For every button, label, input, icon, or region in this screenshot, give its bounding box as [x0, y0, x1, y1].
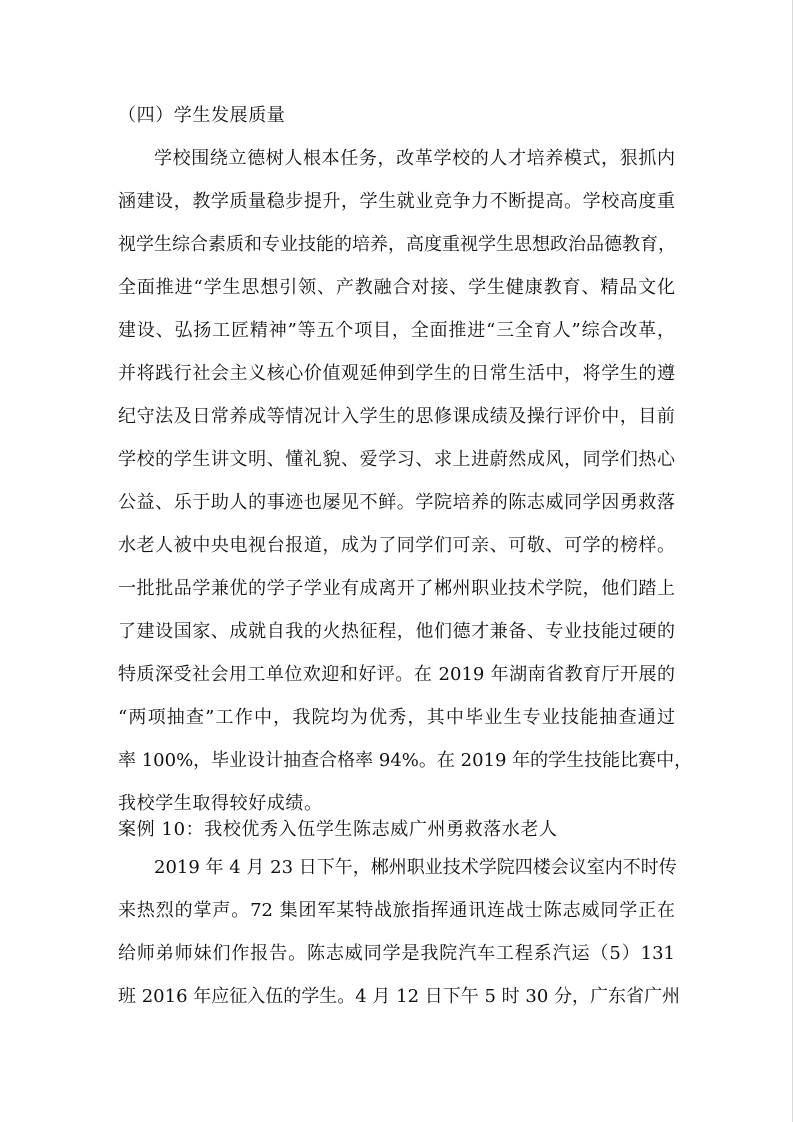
paragraph-line: 2019 年 4 月 23 日下午，郴州职业技术学院四楼会议室内不时传	[154, 857, 677, 878]
paragraph-line: 学校围绕立德树人根本任务，改革学校的人才培养模式，狠抓内	[154, 148, 675, 169]
paragraph-line: 水老人被中央电视台报道，成为了同学们可亲、可敬、可学的榜样。	[118, 535, 675, 556]
paragraph-line: 班 2016 年应征入伍的学生。4 月 12 日下午 5 时 30 分，广东省广州	[118, 986, 681, 1007]
paragraph-line: 给师弟师妹们作报告。陈志威同学是我院汽车工程系汽运（5）131	[118, 943, 675, 964]
paragraph-line: “两项抽查”工作中，我院均为优秀，其中毕业生专业技能抽查通过	[118, 707, 675, 728]
paragraph-line: 视学生综合素质和专业技能的培养，高度重视学生思想政治品德教育，	[118, 234, 676, 255]
paragraph-line: 学校的学生讲文明、懂礼貌、爱学习、求上进蔚然成风，同学们热心	[118, 449, 675, 470]
paragraph-line: 并将践行社会主义核心价值观延伸到学生的日常生活中，将学生的遵	[118, 363, 675, 384]
paragraph-line: 公益、乐于助人的事迹也屡见不鲜。学院培养的陈志威同学因勇救落	[118, 492, 675, 513]
section-heading: （四）学生发展质量	[118, 105, 286, 126]
case-title: 案例 10：我校优秀入伍学生陈志威广州勇救落水老人	[118, 819, 558, 840]
paragraph-line: 全面推进“学生思想引领、产教融合对接、学生健康教育、精品文化	[118, 277, 675, 298]
paragraph-line: 特质深受社会用工单位欢迎和好评。在 2019 年湖南省教育厅开展的	[118, 664, 675, 685]
paragraph-line: 了建设国家、成就自我的火热征程，他们德才兼备、专业技能过硬的	[118, 621, 675, 642]
paragraph-line: 建设、弘扬工匠精神”等五个项目，全面推进“三全育人”综合改革，	[118, 320, 675, 341]
paragraph-line: 涵建设，教学质量稳步提升，学生就业竞争力不断提高。学校高度重	[118, 191, 675, 212]
paragraph-line: 率 100%，毕业设计抽查合格率 94%。在 2019 年的学生技能比赛中，	[118, 750, 693, 771]
paragraph-line: 一批批品学兼优的学子学业有成离开了郴州职业技术学院，他们踏上	[118, 578, 675, 599]
paragraph-line: 纪守法及日常养成等情况计入学生的思修课成绩及操行评价中，目前	[118, 406, 675, 427]
paragraph-line: 我校学生取得较好成绩。	[118, 793, 323, 814]
paragraph-line: 来热烈的掌声。72 集团军某特战旅指挥通讯连战士陈志威同学正在	[118, 900, 675, 921]
